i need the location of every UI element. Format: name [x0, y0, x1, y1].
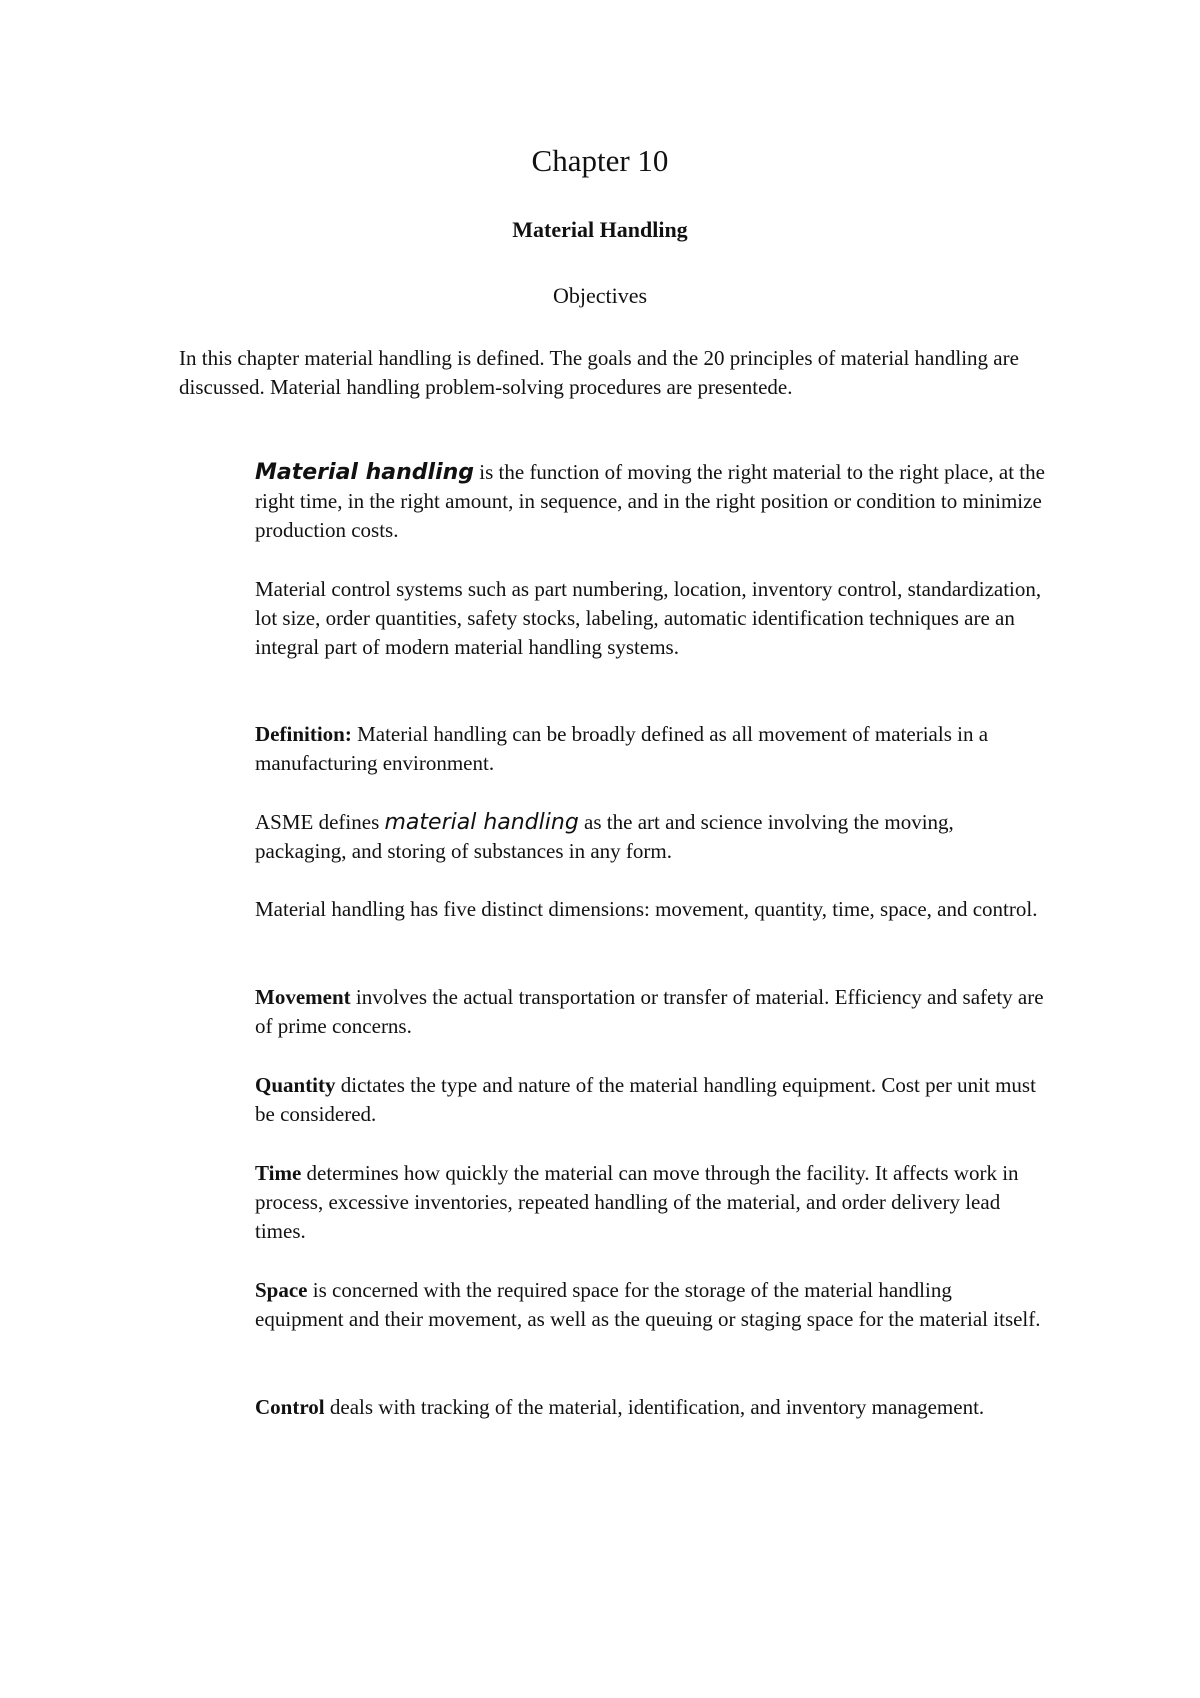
term-space: Space	[255, 1278, 308, 1302]
paragraph-text: is concerned with the required space for the storage of the material handling equipment and their movement, as well as the queuing or staging space for the material itself.	[255, 1278, 1041, 1331]
term-time: Time	[255, 1161, 302, 1185]
chapter-title: Chapter 10	[531, 143, 669, 178]
term-material-handling: Material handling	[255, 460, 475, 485]
paragraph-text: is the function of moving the right material to the right place, at the right time, in the right amount, in sequence, and in the right position or condition to minimize production costs.	[255, 460, 1045, 542]
term-movement: Movement	[255, 985, 351, 1009]
subsection-title: Objectives	[552, 283, 648, 308]
paragraph-text: involves the actual transportation or transfer of material. Efficiency and safety are of prime concerns.	[255, 985, 1044, 1038]
term-quantity: Quantity	[255, 1073, 336, 1097]
paragraph-text: as the art and science involving the moving, packaging, and storing of substances in any form.	[255, 810, 954, 863]
paragraph-material-handling	[255, 458, 1045, 545]
paragraph-text: determines how quickly the material can move through the facility. It affects work in process, excessive inventories, repeated handling of the material, and order delivery lead times.	[255, 1161, 1019, 1243]
paragraph-text-before: ASME defines	[255, 810, 385, 834]
paragraph-dimensions	[255, 895, 1045, 924]
paragraph-space	[255, 1276, 1045, 1334]
paragraph-quantity	[255, 1071, 1045, 1129]
paragraph-material-control	[255, 575, 1045, 662]
paragraph-asme	[255, 808, 1045, 866]
paragraph-movement	[255, 983, 1045, 1041]
paragraph-text: Material handling can be broadly defined as all movement of materials in a manufacturing environment.	[255, 722, 989, 775]
paragraph-definition	[255, 720, 1045, 778]
paragraph-text: Material handling has five distinct dimensions: movement, quantity, time, space, and control.	[255, 897, 1038, 921]
intro-paragraph: In this chapter material handling is defined. The goals and the 20 principles of material handling are discussed. Material handling problem-solving procedures are presentede.	[179, 346, 1019, 399]
term-asme-material-handling: material handling	[384, 810, 579, 835]
paragraph-text: dictates the type and nature of the material handling equipment. Cost per unit must be considered.	[255, 1073, 1036, 1126]
paragraph-text: Material control systems such as part numbering, location, inventory control, standardization, lot size, order quantities, safety stocks, labeling, automatic identification techniques are an integral part of modern material handling systems.	[255, 577, 1042, 659]
paragraph-control	[255, 1393, 1045, 1422]
term-control: Control	[255, 1395, 325, 1419]
section-title: Material Handling	[512, 217, 688, 242]
term-definition: Definition:	[255, 722, 352, 746]
paragraph-text: deals with tracking of the material, identification, and inventory management.	[324, 1395, 985, 1419]
paragraph-time	[255, 1159, 1045, 1246]
